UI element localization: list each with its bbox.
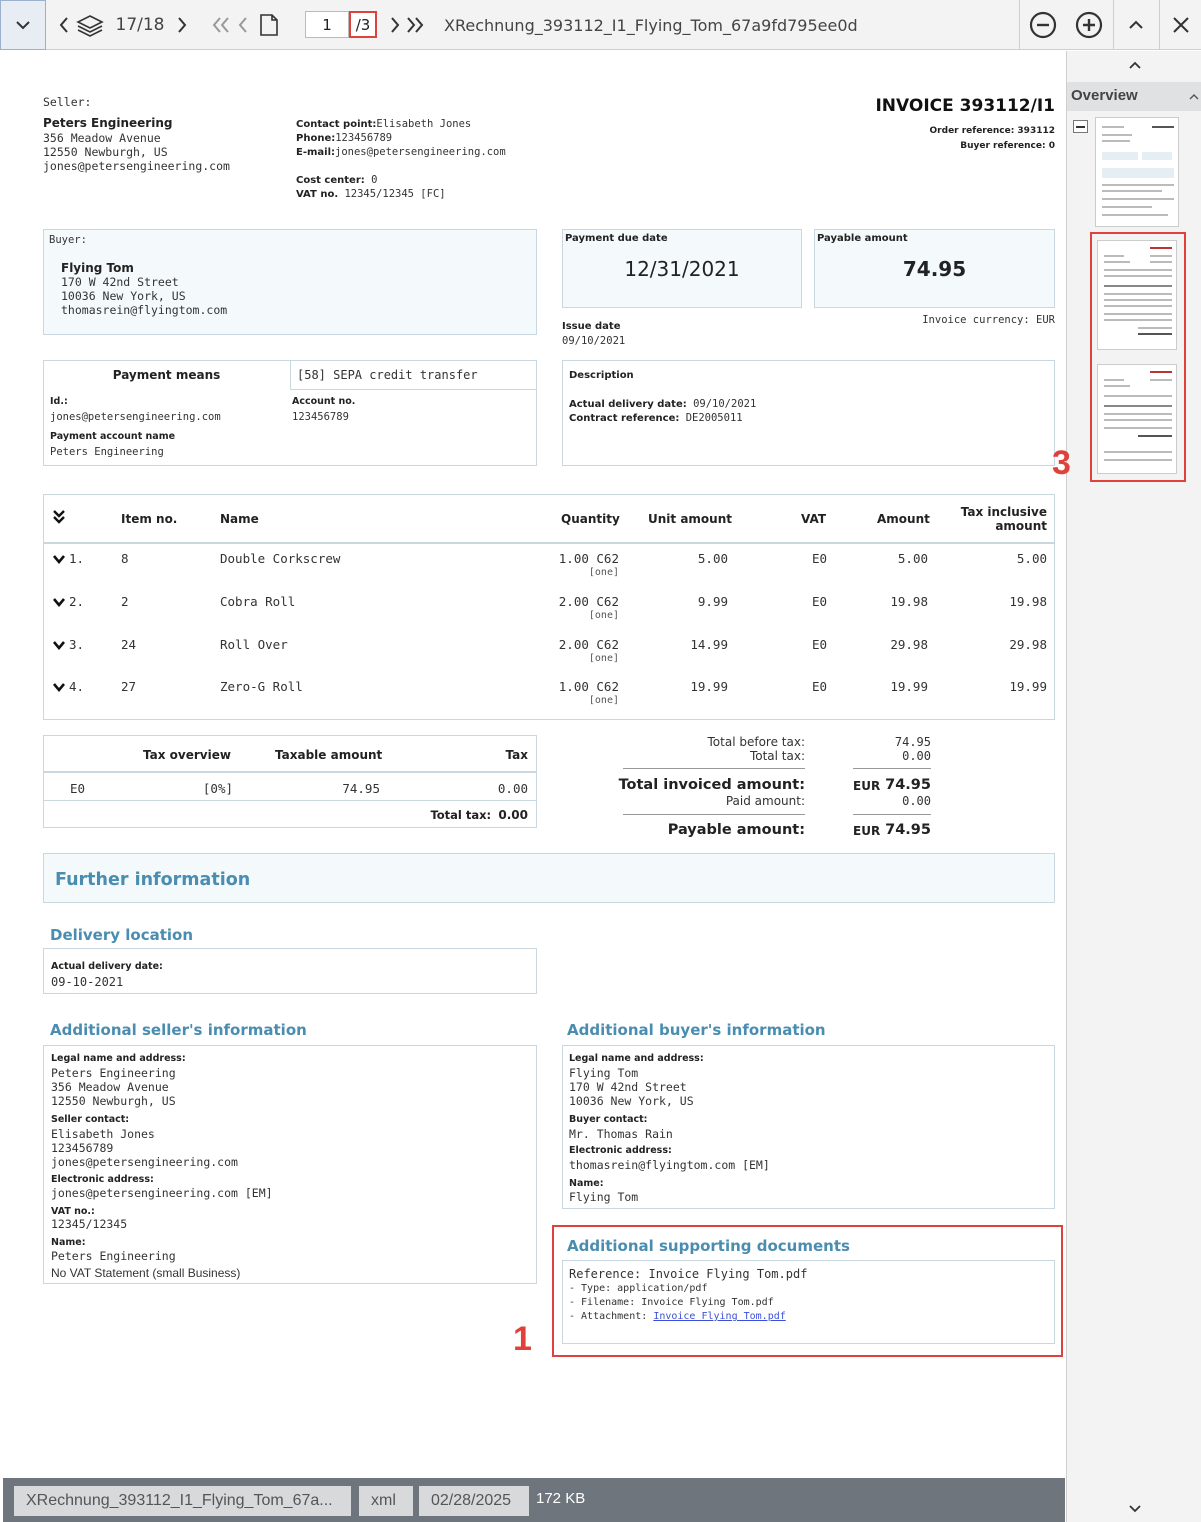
payable-amount: 74.95 [885, 822, 931, 838]
seller-city: 12550 Newburgh, US [43, 145, 168, 159]
payable-amount-label: Payable amount: [667, 822, 805, 838]
email-label: E-mail: [296, 147, 336, 158]
status-type: xml [359, 1486, 413, 1516]
scroll-up-button[interactable] [1114, 0, 1158, 50]
payable-label: Payable amount [817, 233, 908, 244]
chevron-up-icon [1189, 93, 1199, 100]
chevron-down-icon [15, 20, 31, 30]
chevron-up-icon [1128, 61, 1142, 70]
prev-document-button[interactable] [54, 0, 74, 50]
tax-code: E0 [70, 781, 86, 796]
row-pos: 3. [69, 637, 85, 652]
last-page-button[interactable] [404, 0, 426, 50]
row-unit-sub: [one] [588, 567, 619, 578]
phone: 123456789 [335, 132, 393, 144]
payment-id-label: Id.: [50, 396, 68, 407]
row-amount: 19.99 [890, 679, 928, 694]
row-name: Roll Over [220, 637, 288, 652]
invoice-currency: Invoice currency: EUR [922, 314, 1055, 326]
status-date: 02/28/2025 [419, 1486, 529, 1516]
tax-amount: 0.00 [497, 781, 528, 796]
row-unit-amount: 14.99 [690, 637, 728, 652]
additional-seller-title: Additional seller's information [50, 1021, 307, 1039]
col-quantity: Quantity [561, 512, 620, 526]
vat: 12345/12345 [FC] [344, 188, 446, 200]
status-filename: XRechnung_393112_I1_Flying_Tom_67a... [14, 1486, 351, 1516]
double-chevron-left-icon [211, 17, 231, 33]
overview-header[interactable] [1067, 82, 1201, 111]
cost-center: 0 [371, 174, 378, 186]
chevron-right-icon [390, 17, 400, 33]
seller-vat: 12345/12345 [51, 1217, 128, 1231]
doc-attachment-link[interactable]: Invoice Flying Tom.pdf [653, 1311, 786, 1322]
seller-contact-2: 123456789 [51, 1141, 114, 1155]
row-item-no: 24 [121, 637, 137, 652]
total-invoiced-label: Total invoiced amount: [618, 777, 805, 793]
buyer-city: 10036 New York, US [61, 289, 186, 303]
seller-legal-label: Legal name and address: [51, 1053, 186, 1064]
paid-amount-label: Paid amount: [725, 794, 805, 808]
doc-attachment-label: - Attachment: [569, 1311, 648, 1322]
seller-contact-3: jones@petersengineering.com [51, 1155, 238, 1169]
col-vat: VAT [801, 512, 827, 526]
row-tax-inclusive: 19.99 [1009, 679, 1047, 694]
row-vat: E0 [812, 594, 828, 609]
row-amount: 29.98 [890, 637, 928, 652]
total-before-tax: 74.95 [894, 735, 931, 749]
chevron-down-icon[interactable] [53, 554, 65, 564]
row-tax-inclusive: 5.00 [1016, 551, 1047, 566]
zoom-out-button[interactable] [1020, 0, 1066, 50]
delivery-location-title: Delivery location [50, 926, 194, 944]
buyer-legal-2: 170 W 42nd Street [569, 1080, 687, 1094]
tax-taxable: 74.95 [342, 781, 380, 796]
buyer-contact-1: Mr. Thomas Rain [569, 1127, 673, 1141]
buyer-electronic-label: Electronic address: [569, 1145, 672, 1156]
total-invoiced-currency: EUR [853, 779, 881, 793]
row-pos: 1. [69, 551, 85, 566]
doc-filename: - Filename: Invoice Flying Tom.pdf [569, 1297, 774, 1308]
invoice-document [3, 51, 1065, 1478]
taxable-amount-header: Taxable amount [275, 748, 383, 762]
seller-name-label: Name: [51, 1237, 86, 1248]
row-name: Double Corkscrew [220, 551, 341, 566]
row-quantity: 2.00 C62 [558, 637, 619, 652]
payment-account-name-label: Payment account name [50, 431, 176, 442]
double-chevron-down-icon [52, 509, 66, 525]
further-information-title: Further information [55, 870, 251, 890]
row-item-no: 8 [121, 551, 129, 566]
row-tax-inclusive: 29.98 [1009, 637, 1047, 652]
tax-header: Tax [505, 748, 528, 762]
doc-reference: Reference: Invoice Flying Tom.pdf [569, 1267, 808, 1281]
seller-legal-2: 356 Meadow Avenue [51, 1080, 169, 1094]
page-total: /3 [349, 11, 377, 38]
total-tax-label: Total tax: [430, 808, 492, 822]
double-chevron-right-icon [405, 17, 425, 33]
buyer-electronic: thomasrein@flyingtom.com [EM] [569, 1158, 770, 1172]
chevron-down-icon [1128, 1504, 1142, 1513]
additional-buyer-title: Additional buyer's information [567, 1021, 826, 1039]
paid-amount: 0.00 [902, 794, 931, 808]
callout-1: 1 [513, 1320, 532, 1358]
seller-contact-label: Seller contact: [51, 1114, 130, 1125]
cost-center-label: Cost center: [296, 175, 365, 186]
zoom-in-icon [1075, 11, 1103, 39]
col-item-no: Item no. [121, 512, 178, 526]
buyer-label: Buyer: [49, 234, 87, 246]
issue-date: 09/10/2021 [562, 335, 626, 347]
row-unit-sub: [one] [588, 610, 619, 621]
close-icon [1172, 16, 1190, 34]
row-pos: 4. [69, 679, 85, 694]
thumbnail-page-2[interactable] [1097, 364, 1177, 474]
chevron-left-icon [59, 17, 69, 33]
payable-value: 74.95 [902, 257, 967, 281]
buyer-reference: Buyer reference: 0 [960, 141, 1055, 151]
buyer-street: 170 W 42nd Street [61, 275, 179, 289]
buyer-name: Flying Tom [61, 261, 134, 275]
file-title: XRechnung_393112_I1_Flying_Tom_67a9fd795ee0d [444, 15, 858, 35]
due-date-label: Payment due date [565, 233, 668, 244]
order-reference: Order reference: 393112 [929, 126, 1055, 136]
payment-id: jones@petersengineering.com [50, 411, 221, 423]
buyer-legal-1: Flying Tom [569, 1066, 639, 1080]
col-unit-amount: Unit amount [648, 512, 732, 526]
row-amount: 19.98 [890, 594, 928, 609]
chevron-left-icon [238, 17, 248, 33]
buyer-name-label: Name: [569, 1178, 604, 1189]
row-name: Cobra Roll [220, 594, 296, 609]
chevron-down-icon[interactable] [53, 597, 65, 607]
row-vat: E0 [812, 679, 828, 694]
total-tax: 0.00 [498, 808, 528, 822]
chevron-right-icon [177, 17, 187, 33]
seller-electronic: jones@petersengineering.com [EM] [51, 1186, 273, 1200]
row-tax-inclusive: 19.98 [1009, 594, 1047, 609]
close-button[interactable] [1160, 0, 1201, 50]
buyer-legal-3: 10036 New York, US [569, 1094, 694, 1108]
row-quantity: 1.00 C62 [558, 551, 619, 566]
row-name: Zero-G Roll [220, 679, 303, 694]
contract-reference-label: Contract reference: [569, 413, 680, 424]
row-unit-amount: 19.99 [690, 679, 728, 694]
payment-account-name: Peters Engineering [50, 446, 164, 458]
row-quantity: 1.00 C62 [558, 679, 619, 694]
supporting-documents-title: Additional supporting documents [567, 1237, 850, 1255]
dropdown-button[interactable] [0, 0, 46, 50]
row-item-no: 27 [121, 679, 137, 694]
account-no: 123456789 [292, 411, 349, 423]
zoom-in-button[interactable] [1066, 0, 1112, 50]
document-counter: 17/18 [115, 15, 165, 35]
seller-contact-1: Elisabeth Jones [51, 1127, 155, 1141]
seller-label: Seller: [43, 95, 92, 109]
col-amount: Amount [877, 512, 930, 526]
total-before-tax-label: Total before tax: [707, 735, 805, 749]
chevron-down-icon[interactable] [53, 682, 65, 692]
toolbar [0, 0, 1201, 50]
issue-date-label: Issue date [562, 321, 621, 332]
seller-name: Peters Engineering [43, 116, 173, 130]
row-unit-amount: 9.99 [697, 594, 728, 609]
total-tax-label-2: Total tax: [749, 749, 805, 763]
layers-icon [76, 13, 104, 37]
callout-3: 3 [1052, 444, 1071, 482]
payment-means: [58] SEPA credit transfer [297, 368, 478, 382]
row-pos: 2. [69, 594, 85, 609]
status-bar [3, 1478, 1065, 1522]
page-icon [259, 13, 279, 37]
page-button[interactable] [256, 0, 282, 50]
due-date-value: 12/31/2021 [624, 257, 740, 281]
row-amount: 5.00 [897, 551, 928, 566]
col-name: Name [220, 512, 259, 526]
layers-button[interactable] [74, 0, 106, 50]
phone-label: Phone: [296, 133, 336, 144]
delivery-location-date: 09-10-2021 [51, 975, 124, 989]
collapse-icon[interactable] [1073, 120, 1088, 133]
buyer-email: thomasrein@flyingtom.com [61, 303, 228, 317]
col-tax-inclusive-2: amount [995, 519, 1047, 533]
delivery-location-label: Actual delivery date: [51, 961, 163, 972]
row-vat: E0 [812, 551, 828, 566]
chevron-down-icon[interactable] [53, 640, 65, 650]
email: jones@petersengineering.com [335, 146, 506, 158]
thumbnail-document[interactable] [1095, 117, 1179, 227]
col-tax-inclusive: Tax inclusive [960, 505, 1047, 519]
next-page-button[interactable] [386, 0, 404, 50]
overview-panel [1066, 51, 1201, 1522]
seller-note: No VAT Statement (small Business) [51, 1266, 241, 1280]
total-tax-2: 0.00 [902, 749, 931, 763]
doc-type: - Type: application/pdf [569, 1283, 708, 1294]
seller-name-2: Peters Engineering [51, 1249, 176, 1263]
seller-legal-3: 12550 Newburgh, US [51, 1094, 176, 1108]
delivery-date: 09/10/2021 [693, 398, 757, 410]
total-invoiced: 74.95 [885, 777, 931, 793]
panel-scroll-up[interactable] [1067, 51, 1201, 79]
status-size: 172 KB [536, 1490, 586, 1507]
buyer-contact-label: Buyer contact: [569, 1114, 648, 1125]
thumbnail-page-1[interactable] [1097, 240, 1177, 350]
seller-email: jones@petersengineering.com [43, 159, 230, 173]
seller-electronic-label: Electronic address: [51, 1174, 154, 1185]
row-unit-amount: 5.00 [697, 551, 728, 566]
tax-overview-header: Tax overview [143, 748, 231, 762]
collapse-all-button[interactable] [52, 509, 66, 529]
seller-legal-1: Peters Engineering [51, 1066, 176, 1080]
page-number-input[interactable]: 1 [305, 11, 349, 38]
panel-scroll-down[interactable] [1067, 1494, 1201, 1522]
contact-point-label: Contact point: [296, 119, 377, 130]
tax-rate: [0%] [202, 781, 233, 796]
delivery-date-label: Actual delivery date: [569, 399, 687, 410]
seller-street: 356 Meadow Avenue [43, 131, 161, 145]
row-unit-sub: [one] [588, 695, 619, 706]
payable-amount-currency: EUR [853, 824, 881, 838]
invoice-title: INVOICE 393112/I1 [875, 96, 1055, 116]
zoom-out-icon [1029, 11, 1057, 39]
prev-page-button[interactable] [234, 0, 252, 50]
chevron-up-icon [1128, 20, 1144, 30]
seller-vat-label: VAT no.: [51, 1206, 95, 1217]
next-document-button[interactable] [172, 0, 192, 50]
first-page-button[interactable] [210, 0, 232, 50]
row-item-no: 2 [121, 594, 129, 609]
description-label: Description [569, 370, 634, 381]
contract-reference: DE2005011 [685, 412, 743, 424]
account-no-label: Account no. [292, 396, 356, 407]
buyer-name-2: Flying Tom [569, 1190, 639, 1204]
row-vat: E0 [812, 637, 828, 652]
row-quantity: 2.00 C62 [558, 594, 619, 609]
buyer-legal-label: Legal name and address: [569, 1053, 704, 1064]
vat-label: VAT no. [296, 189, 339, 200]
contact-point: Elisabeth Jones [376, 118, 472, 130]
overview-title: Overview [1071, 87, 1138, 104]
payment-means-label: Payment means [112, 368, 221, 382]
row-unit-sub: [one] [588, 653, 619, 664]
